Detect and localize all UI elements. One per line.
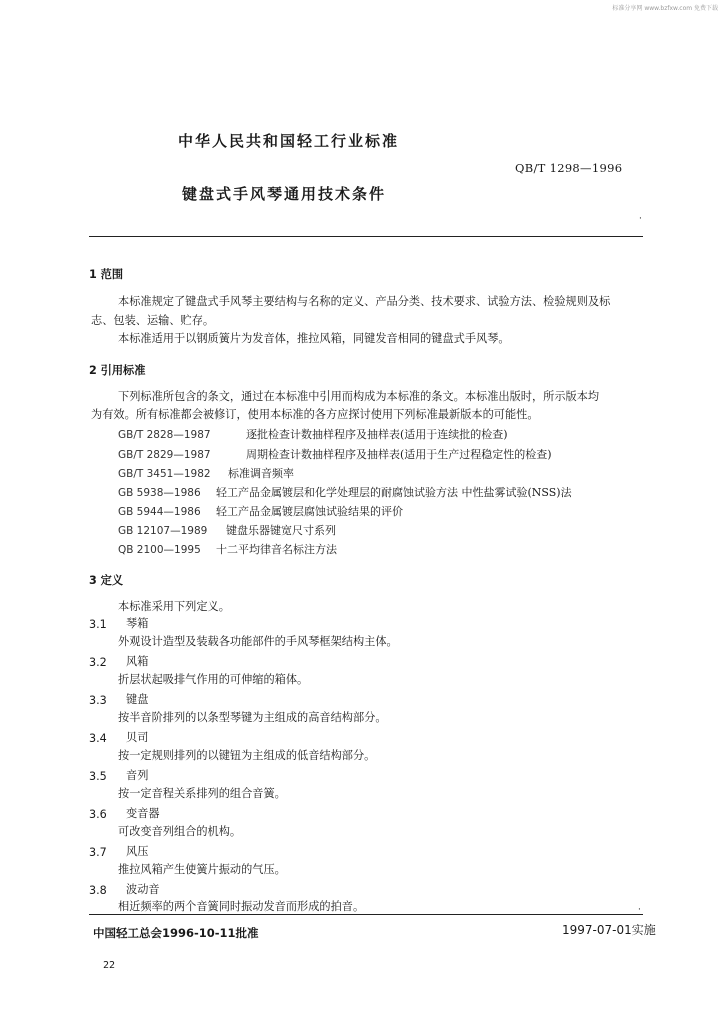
reference-code: QB 2100—1995: [118, 544, 201, 556]
references-paragraph-line2: 为有效。所有标准都会被修订，使用本标准的各方应探讨使用下列标准最新版本的可能性。: [91, 408, 539, 421]
reference-code: GB 5944—1986: [118, 506, 201, 518]
definition-term: 键盘: [126, 693, 149, 706]
reference-item: [118, 484, 572, 500]
reference-item: [118, 426, 508, 442]
reference-title: 逐批检查计数抽样程序及抽样表(适用于连续批的检查): [246, 428, 508, 441]
scope-paragraph-line2: 志、包装、运输、贮存。: [91, 314, 215, 327]
scope-paragraph-line1: 本标准规定了键盘式手风琴主要结构与名称的定义、产品分类、技术要求、试验方法、检验规则及标: [118, 295, 611, 308]
definition-number: 3.5: [89, 770, 107, 783]
reference-item: [118, 446, 552, 462]
definition-description: 相近频率的两个音簧同时振动发音而形成的拍音。: [118, 900, 365, 913]
scope-applicability: 本标准适用于以钢质簧片为发音体，推拉风箱，同键发音相同的键盘式手风琴。: [118, 332, 510, 345]
definition-description: 按一定规则排列的以键钮为主组成的低音结构部分。: [118, 749, 376, 762]
definition-number: 3.1: [89, 618, 107, 631]
definition-description: 按一定音程关系排列的组合音簧。: [118, 787, 286, 800]
section-heading-definitions: 3 定义: [89, 574, 124, 587]
definition-number: 3.4: [89, 732, 107, 745]
definition-term: 变音器: [126, 807, 160, 820]
footer-divider: [89, 914, 643, 915]
reference-title: 轻工产品金属镀层和化学处理层的耐腐蚀试验方法 中性盐雾试验(NSS)法: [216, 486, 572, 499]
header-divider: [89, 236, 643, 237]
reference-title: 十二平均律音名标注方法: [216, 543, 337, 556]
reference-title: 轻工产品金属镀层腐蚀试验结果的评价: [216, 505, 403, 518]
reference-title: 键盘乐器键宽尺寸系列: [226, 524, 336, 537]
reference-item: [118, 541, 337, 557]
reference-code: GB 5938—1986: [118, 487, 201, 499]
definition-description: 按半音阶排列的以条型琴键为主组成的高音结构部分。: [118, 711, 387, 724]
reference-item: [118, 503, 403, 519]
document-title: 键盘式手风琴通用技术条件: [182, 185, 387, 203]
definition-description: 折层状起吸排气作用的可伸缩的箱体。: [118, 673, 309, 686]
organization-title: 中华人民共和国轻工行业标准: [178, 132, 400, 150]
reference-item: [118, 465, 294, 481]
reference-code: GB/T 3451—1982: [118, 468, 211, 480]
section-heading-references: 2 引用标准: [89, 364, 146, 377]
section-heading-scope: 1 范围: [89, 268, 124, 281]
definition-term: 贝司: [126, 731, 149, 744]
definition-term: 风箱: [126, 655, 149, 668]
definition-number: 3.7: [89, 846, 107, 859]
definition-number: 3.3: [89, 694, 107, 707]
reference-code: GB/T 2829—1987: [118, 449, 211, 461]
standard-number: QB/T 1298—1996: [515, 161, 623, 175]
definition-number: 3.8: [89, 884, 107, 897]
definition-description: 推拉风箱产生使簧片振动的气压。: [118, 863, 286, 876]
scan-speck: ·: [639, 214, 642, 224]
definition-term: 琴箱: [126, 617, 149, 630]
reference-code: GB/T 2828—1987: [118, 429, 211, 441]
definition-term: 波动音: [126, 883, 160, 896]
references-paragraph-line1: 下列标准所包含的条文，通过在本标准中引用而构成为本标准的条文。本标准出版时，所示版本均: [118, 390, 600, 403]
scan-speck: ·: [638, 905, 641, 915]
reference-title: 标准调音频率: [228, 467, 294, 480]
definition-term: 风压: [126, 845, 149, 858]
effective-date: 1997-07-01实施: [562, 923, 656, 937]
reference-item: [118, 522, 336, 538]
page-number: 22: [103, 960, 116, 971]
definition-number: 3.2: [89, 656, 107, 669]
definitions-intro: 本标准采用下列定义。: [118, 600, 230, 613]
definition-term: 音列: [126, 769, 149, 782]
definition-description: 外观设计造型及装载各功能部件的手风琴框架结构主体。: [118, 635, 398, 648]
definition-number: 3.6: [89, 808, 107, 821]
approval-line: 中国轻工总会1996-10-11批准: [93, 926, 259, 940]
definition-description: 可改变音列组合的机构。: [118, 825, 242, 838]
reference-title: 周期检查计数抽样程序及抽样表(适用于生产过程稳定性的检查): [246, 448, 552, 461]
watermark-text: 标准分享网 www.bzfxw.com 免费下载: [612, 5, 718, 12]
reference-code: GB 12107—1989: [118, 525, 208, 537]
